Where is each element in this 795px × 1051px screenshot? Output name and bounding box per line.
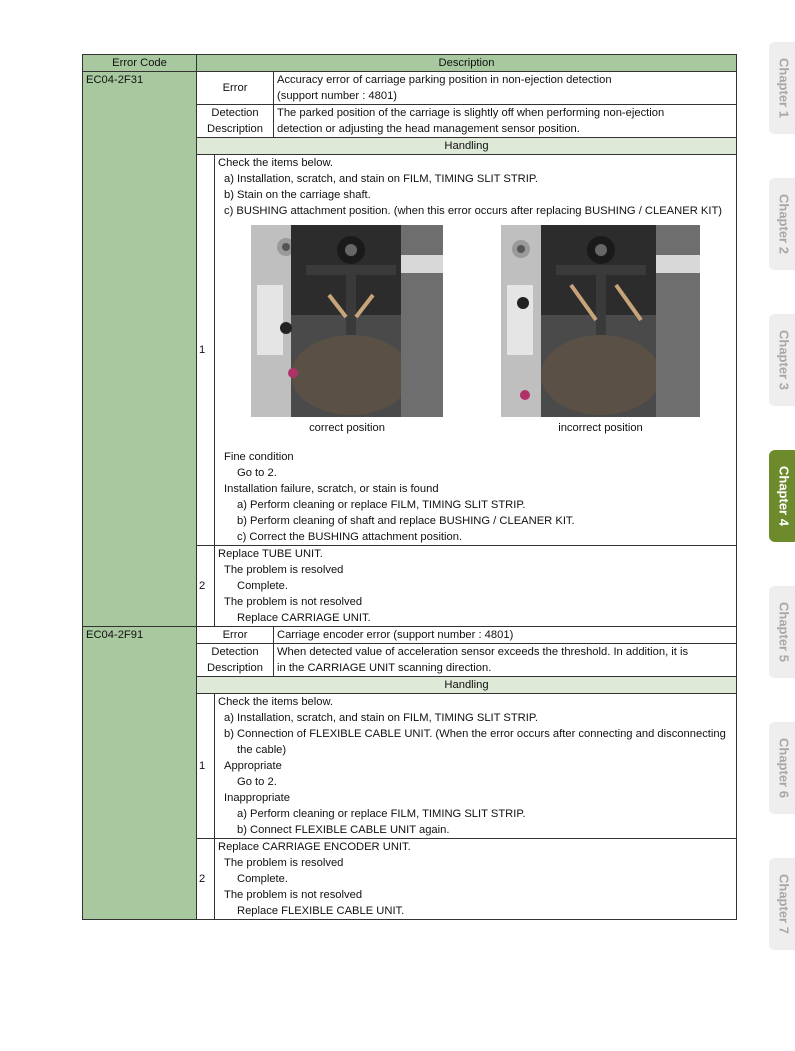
- error-code-table-container: [82, 54, 736, 920]
- step-number: 1: [197, 155, 215, 546]
- chapter-tab-label: Chapter 5: [776, 602, 792, 662]
- chapter-tab-4[interactable]: [769, 450, 795, 542]
- chapter-tab-label: Chapter 7: [776, 874, 792, 934]
- check-item: a) Installation, scratch, and stain on FILM, TIMING SLIT STRIP.: [224, 712, 538, 724]
- result-action: b) Connect FLEXIBLE CABLE UNIT again.: [237, 824, 450, 836]
- detection-label: [197, 105, 274, 138]
- detection-label-line: Description: [207, 662, 263, 674]
- detection-text-cell: [274, 644, 737, 677]
- photo-comparison: [218, 219, 733, 449]
- error-code-table: [82, 54, 737, 920]
- carriage-photo-incorrect: [501, 225, 700, 417]
- result-condition: The problem is resolved: [224, 857, 344, 869]
- chapter-tab-2[interactable]: [769, 178, 795, 270]
- error-text-cell: [274, 72, 737, 105]
- error-code: EC04-2F31: [86, 74, 144, 86]
- detection-text-line: detection or adjusting the head management sensor position.: [277, 123, 580, 135]
- result-action: Go to 2.: [237, 776, 277, 788]
- result-condition: The problem is not resolved: [224, 889, 363, 901]
- error-code-cell: [83, 627, 197, 920]
- result-action: Go to 2.: [237, 467, 277, 479]
- chapter-tab-label: Chapter 2: [776, 194, 792, 254]
- step-2-content: [215, 839, 737, 920]
- chapter-tab-5[interactable]: [769, 586, 795, 678]
- step-number: 2: [197, 839, 215, 920]
- step-number: 2: [197, 546, 215, 627]
- result-action: Replace FLEXIBLE CABLE UNIT.: [237, 905, 405, 917]
- chapter-tab-6[interactable]: [769, 722, 795, 814]
- chapter-tab-label: Chapter 1: [776, 58, 792, 118]
- result-condition: Appropriate: [224, 760, 282, 772]
- chapter-tab-label: Chapter 6: [776, 738, 792, 798]
- photo-caption: incorrect position: [558, 422, 643, 434]
- chapter-tab-3[interactable]: [769, 314, 795, 406]
- result-action: b) Perform cleaning of shaft and replace BUSHING / CLEANER KIT.: [237, 515, 575, 527]
- error-text-line: (support number : 4801): [277, 90, 398, 102]
- step-intro: Check the items below.: [218, 696, 334, 708]
- result-action: Complete.: [237, 580, 288, 592]
- result-action: Complete.: [237, 873, 288, 885]
- chapter-tab-7[interactable]: [769, 858, 795, 950]
- error-text-cell: [274, 627, 737, 644]
- photo-incorrect: [501, 225, 700, 436]
- header-description: Description: [197, 55, 737, 72]
- error-label: Error: [197, 72, 274, 105]
- handling-header: Handling: [197, 677, 737, 694]
- detection-label-line: Description: [207, 123, 263, 135]
- check-item: b) Stain on the carriage shaft.: [224, 189, 371, 201]
- photo-correct: [251, 225, 443, 436]
- check-item: a) Installation, scratch, and stain on FILM, TIMING SLIT STRIP.: [224, 173, 538, 185]
- error-code-cell: [83, 72, 197, 627]
- result-condition: Inappropriate: [224, 792, 290, 804]
- step-1-content: [215, 155, 737, 546]
- result-action: Replace CARRIAGE UNIT.: [237, 612, 371, 624]
- detection-label: [197, 644, 274, 677]
- check-item: c) BUSHING attachment position. (when this error occurs after replacing BUSHING / CLEANER KIT): [224, 205, 723, 217]
- carriage-photo-correct: [251, 225, 443, 417]
- error-label: Error: [197, 627, 274, 644]
- photo-caption: correct position: [309, 422, 385, 434]
- result-condition: Fine condition: [224, 451, 294, 463]
- result-condition: The problem is not resolved: [224, 596, 363, 608]
- header-error-code: Error Code: [83, 55, 197, 72]
- step-intro: Replace TUBE UNIT.: [218, 548, 323, 560]
- error-text-line: Accuracy error of carriage parking position in non-ejection detection: [277, 74, 612, 86]
- chapter-tab-1[interactable]: [769, 42, 795, 134]
- step-number: 1: [197, 694, 215, 839]
- step-2-content: [215, 546, 737, 627]
- detection-label-line: Detection: [211, 646, 259, 658]
- chapter-tab-label: Chapter 3: [776, 330, 792, 390]
- step-intro: Replace CARRIAGE ENCODER UNIT.: [218, 841, 411, 853]
- detection-label-line: Detection: [211, 107, 259, 119]
- result-action: a) Perform cleaning or replace FILM, TIMING SLIT STRIP.: [237, 808, 526, 820]
- error-code: EC04-2F91: [86, 629, 144, 641]
- detection-text-line: in the CARRIAGE UNIT scanning direction.: [277, 662, 492, 674]
- chapter-tab-label: Chapter 4: [776, 466, 792, 526]
- detection-text-line: The parked position of the carriage is slightly off when performing non-ejection: [277, 107, 665, 119]
- result-condition: The problem is resolved: [224, 564, 344, 576]
- error-text-line: Carriage encoder error (support number : 4801): [277, 629, 514, 641]
- step-1-content: [215, 694, 737, 839]
- check-item: b) Connection of FLEXIBLE CABLE UNIT. (When the error occurs after connecting and disconnecting the cable): [224, 728, 726, 756]
- detection-text-line: When detected value of acceleration sensor exceeds the threshold. In addition, it is: [277, 646, 689, 658]
- detection-text-cell: [274, 105, 737, 138]
- result-action: c) Correct the BUSHING attachment position.: [237, 531, 463, 543]
- handling-header: Handling: [197, 138, 737, 155]
- result-action: a) Perform cleaning or replace FILM, TIMING SLIT STRIP.: [237, 499, 526, 511]
- result-condition: Installation failure, scratch, or stain is found: [224, 483, 439, 495]
- step-intro: Check the items below.: [218, 157, 334, 169]
